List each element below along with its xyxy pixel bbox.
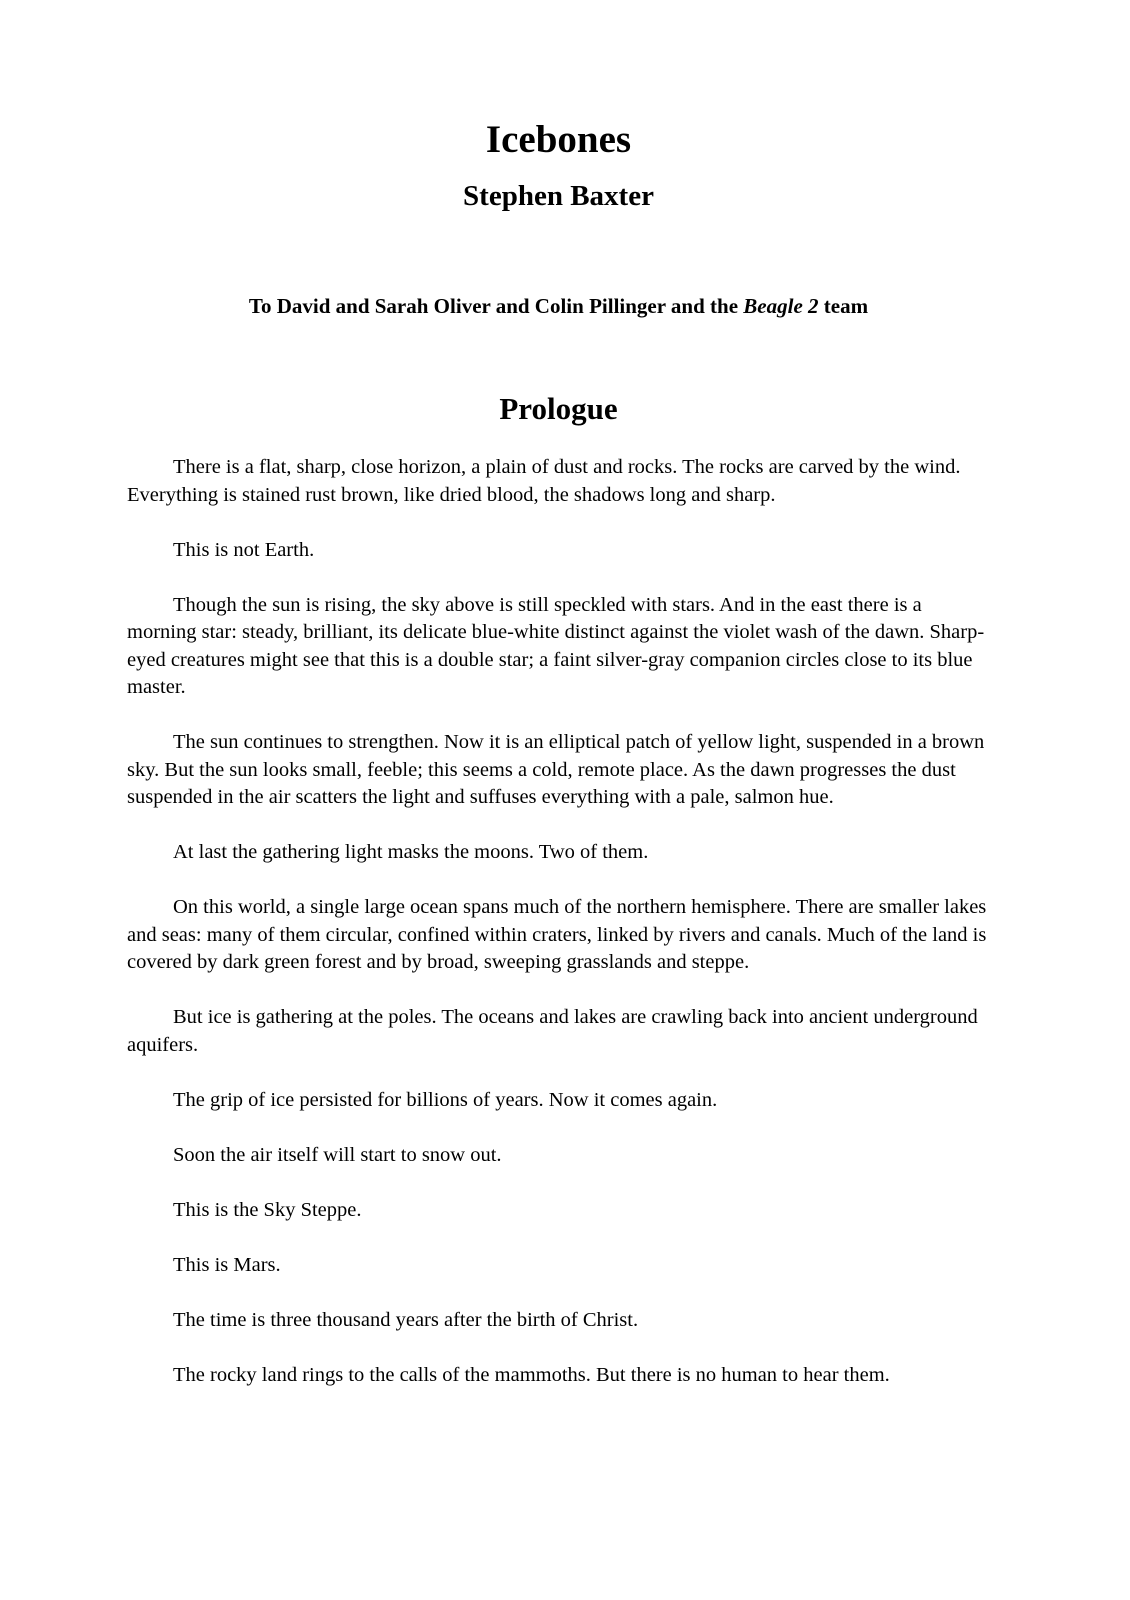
body-paragraph: The time is three thousand years after the birth of Christ. — [173, 1308, 639, 1331]
book-author: Stephen Baxter — [463, 179, 654, 212]
body-paragraph: At last the gathering light masks the moons. Two of them. — [173, 841, 649, 864]
body-paragraph: This is Mars. — [173, 1253, 281, 1276]
body-paragraph: The rocky land rings to the calls of the mammoths. But there is no human to hear them. — [173, 1363, 890, 1386]
body-paragraph: This is the Sky Steppe. — [173, 1198, 362, 1221]
dedication-italic-part: Beagle 2 — [743, 294, 819, 319]
body-paragraph: This is not Earth. — [173, 538, 315, 561]
body-paragraph: Though the sun is rising, the sky above is still speckled with stars. And in the east there is a morning star: steady, brilliant, its delicate blue-white distinct against the violet wash of the dawn. Sharp-eyed creatures might see that this is a double star; a faint silver-gray companion circles close to its blue master. — [127, 593, 985, 699]
body-paragraph: There is a flat, sharp, close horizon, a plain of dust and rocks. The rocks are carved by the wind. Everything is stained rust brown, like dried blood, the shadows long and sharp. — [127, 456, 961, 506]
book-title: Icebones — [485, 118, 632, 161]
dedication-line — [127, 294, 990, 319]
section-heading-prologue: Prologue — [499, 391, 618, 427]
dedication-suffix: team — [818, 294, 869, 319]
body-paragraph: But ice is gathering at the poles. The oceans and lakes are crawling back into ancient underground aquifers. — [127, 1006, 978, 1056]
body-paragraph: The grip of ice persisted for billions of years. Now it comes again. — [173, 1088, 718, 1111]
body-paragraph: Soon the air itself will start to snow out. — [173, 1143, 502, 1166]
dedication-prefix: To David and Sarah Oliver and Colin Pillinger and the — [248, 294, 744, 319]
prologue-body — [127, 454, 990, 1389]
body-paragraph: The sun continues to strengthen. Now it is an elliptical patch of yellow light, suspended in a brown sky. But the sun looks small, feeble; this seems a cold, remote place. As the dawn progresses the dust suspended in the air scatters the light and suffuses everything with a pale, salmon hue. — [127, 731, 985, 809]
body-paragraph: On this world, a single large ocean spans much of the northern hemisphere. There are smaller lakes and seas: many of them circular, confined within craters, linked by rivers and canals. Much of the land is covered by dark green forest and by broad, sweeping grasslands and steppe. — [127, 896, 987, 974]
